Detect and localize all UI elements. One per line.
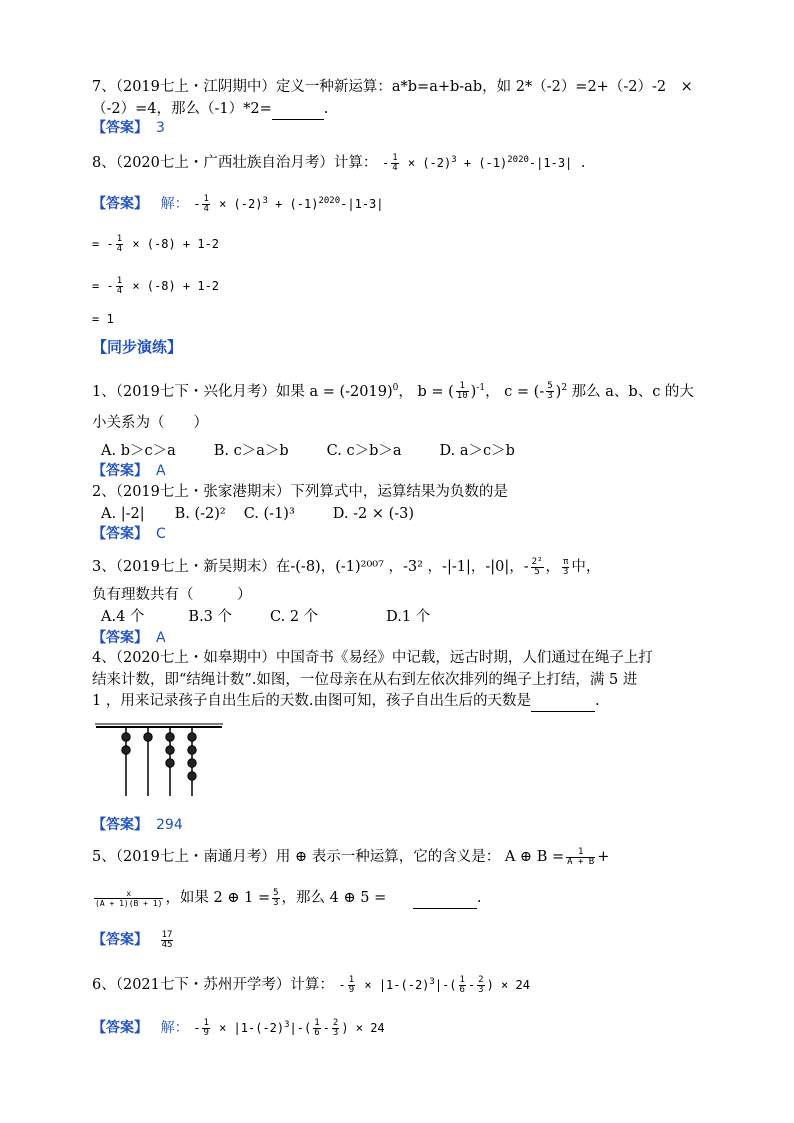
- choice-c: C. (-1)³: [243, 506, 295, 522]
- fraction: $\frac{5}{3}$: [547, 381, 553, 402]
- knot-rope-figure: [92, 720, 227, 800]
- fraction: $\frac{x}{(A + 1)(B + 1)}$: [95, 888, 163, 908]
- answer-label: 【答案】: [92, 817, 148, 833]
- fraction: $\frac{1}{4}$: [203, 194, 209, 214]
- q7-line2: （-2）=4，那么（-1）*2= .: [92, 99, 328, 120]
- answer-label: 【答案】: [92, 630, 148, 646]
- answer-value: 3: [156, 120, 165, 136]
- answer-label: 【答案】: [92, 463, 148, 479]
- section-title: 【同步演练】: [92, 338, 183, 356]
- p4-answer: [92, 815, 183, 835]
- rope-knot: [188, 772, 196, 780]
- p1-answer: [92, 461, 166, 481]
- answer-label: 【答案】: [92, 196, 148, 212]
- p4-line1: 4、（2020七上・如皋期中）中国奇书《易经》中记载，远古时期，人们通过在绳子上打: [92, 650, 653, 666]
- p1-question: 1、（2019七下・兴化月考）如果 $a = (-2019)^0$， b = ( $\frac{1}{10}$ )$^{-1}$， c = (- $\frac{5}{3}$ )$^2$ 那么 a、b、c 的大: [92, 381, 694, 402]
- answer-blank: [531, 691, 595, 712]
- answer-blank: [272, 99, 324, 120]
- fraction: $\frac{1}{9}$: [203, 1018, 209, 1038]
- q7-answer: [92, 118, 165, 138]
- choice-b: B.3 个: [188, 609, 233, 625]
- answer-value: A: [156, 463, 166, 479]
- q8-question: 8、（2020七上・广西壮族自治月考）计算： - $\frac{1}{4}$ × $(-2)^3 + (-1)^{2020}-|1-3|$ .: [92, 153, 587, 173]
- p2-answer: [92, 524, 166, 544]
- fraction: $\frac{1}{4}$: [392, 153, 398, 173]
- choice-d: D. -2 × (-3): [332, 506, 415, 522]
- rope-knot: [122, 746, 130, 754]
- q8-step3: = 1: [92, 312, 114, 326]
- p6-answer-line: 【答案】 解： - $\frac{1}{9}$ × $|1-(-2)^3|-$( $\frac{1}{6}$ - $\frac{2}{3}$ ) × 24: [92, 1018, 385, 1038]
- choice-a: A. b＞c＞a: [101, 443, 176, 459]
- rope-knot: [166, 759, 174, 767]
- q8-step1: = - $\frac{1}{4}$ × (-8) + 1-2: [92, 234, 220, 254]
- p2-choices: [101, 504, 414, 524]
- q7-line2-text: （-2）=4，那么（-1）*2=: [92, 101, 272, 117]
- choice-a: A. |-2|: [101, 506, 145, 522]
- rope-knot: [188, 759, 196, 767]
- p1-line2: 小关系为（ ）: [92, 415, 208, 431]
- p4-line3: 1 ，用来记录孩子自出生后的天数.由图可知，孩子自出生后的天数是 .: [92, 691, 600, 712]
- q8-step2: = - $\frac{1}{4}$ × (-8) + 1-2: [92, 276, 220, 296]
- choice-b: B. (-2)²: [174, 506, 226, 522]
- solve-label: 解：: [160, 196, 189, 212]
- choice-d: D.1 个: [386, 609, 431, 625]
- q8-answer-line: 【答案】 解： - $\frac{1}{4}$ × $(-2)^3 + (-1)^{2020}-|1-3|$: [92, 194, 384, 214]
- p2-question: 2、（2019七上・张家港期末）下列算式中，运算结果为负数的是: [92, 484, 508, 500]
- fraction: $\frac{1}{10}$: [456, 381, 468, 402]
- choice-b: B. c＞a＞b: [213, 443, 289, 459]
- p5-answer: [92, 930, 175, 950]
- answer-value: A: [156, 630, 166, 646]
- answer-value: 294: [156, 817, 183, 833]
- fraction: $\frac{\pi}{3}$: [563, 556, 569, 577]
- fraction: $\frac{1}{4}$: [116, 276, 123, 296]
- p3-choices: [101, 607, 430, 627]
- fraction: $\frac{1}{6}$: [314, 1018, 320, 1038]
- fraction: $\frac{\text{2²}}{5}$: [531, 556, 543, 577]
- solve-label: 解：: [160, 1020, 189, 1036]
- fraction: $\frac{1}{9}$: [348, 975, 355, 995]
- fraction: $\frac{1}{4}$: [116, 234, 123, 254]
- choice-a: A.4 个: [101, 609, 145, 625]
- p5-line1: 5、（2019七上・南通月考）用 ⊕ 表示一种运算，它的含义是： A ⊕ B = $\frac{1}{A + B}$ +: [92, 846, 610, 867]
- answer-blank: [413, 888, 477, 909]
- rope-knot: [122, 733, 130, 741]
- answer-label: 【答案】: [92, 526, 148, 542]
- rope-knot: [188, 746, 196, 754]
- rope-knot: [144, 733, 152, 741]
- p3-line2: 负有理数共有（ ）: [92, 587, 252, 603]
- p4-line2: 结来计数，即“结绳计数”.如图，一位母亲在从右到左依次排列的绳子上打结，满 5 进: [92, 672, 638, 688]
- fraction: $\frac{1}{6}$: [459, 975, 465, 995]
- q8-prefix: 8、（2020七上・广西壮族自治月考）计算：: [92, 155, 378, 171]
- rope-knot: [166, 733, 174, 741]
- fraction: $\frac{2}{3}$: [332, 1018, 339, 1038]
- p3-answer: [92, 628, 166, 648]
- p6-question: 6、（2021七下・苏州开学考）计算： - $\frac{1}{9}$ × $|1-(-2)^3|-$( $\frac{1}{6}$ - $\frac{2}{3}$ ) × 24: [92, 975, 530, 995]
- p1-choices: [101, 441, 515, 461]
- answer-label: 【答案】: [92, 1020, 148, 1036]
- answer-fraction: $\frac{17}{45}$: [161, 929, 173, 950]
- choice-d: D. a＞c＞b: [439, 443, 515, 459]
- fraction: $\frac{1}{A + B}$: [567, 846, 595, 867]
- fraction: $\frac{5}{3}$: [273, 887, 279, 908]
- q7-line1: 7、（2019七上・江阴期中）定义一种新运算：a*b=a+b-ab，如 2*（-2）=2+（-2）-2 ×: [92, 79, 693, 95]
- choice-c: C. c＞b＞a: [326, 443, 402, 459]
- fraction: $\frac{2}{3}$: [478, 975, 484, 995]
- choice-c: C. 2 个: [270, 609, 319, 625]
- answer-label: 【答案】: [92, 932, 148, 948]
- p3-question: 3、（2019七上・新吴期末）在-(-8)，(-1)²⁰⁰⁷ ，-3² ，-|-1|，-|0|，- $\frac{\text{2²}}{5}$ ， $\frac{\pi}{3}$ 中，: [92, 556, 601, 577]
- rope-knot: [166, 746, 174, 754]
- answer-value: C: [156, 526, 166, 542]
- rope-knot: [188, 733, 196, 741]
- p5-line2: $\frac{x}{(A + 1)(B + 1)}$ ，如果 2 ⊕ 1 = $\frac{5}{3}$ ，那么 4 ⊕ 5 = .: [95, 887, 482, 908]
- answer-label: 【答案】: [92, 120, 148, 136]
